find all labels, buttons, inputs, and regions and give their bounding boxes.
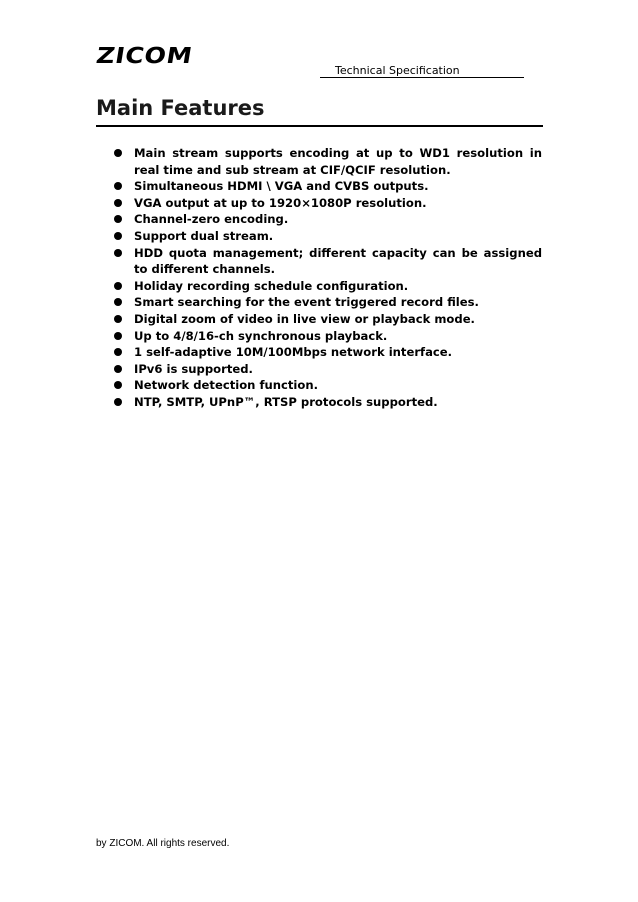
bullet-icon — [114, 182, 122, 190]
bullet-icon — [114, 315, 122, 323]
feature-item — [110, 278, 542, 295]
feature-list — [110, 145, 542, 411]
copyright-footer: by ZICOM. All rights reserved. — [96, 838, 230, 849]
bullet-icon — [114, 282, 122, 290]
zicom-logo: ZICOM — [94, 44, 195, 69]
section-divider — [96, 125, 543, 127]
feature-item — [110, 245, 542, 278]
feature-item — [110, 311, 542, 328]
bullet-icon — [114, 199, 122, 207]
feature-text: NTP, SMTP, UPnP™, RTSP protocols supported. — [134, 394, 438, 409]
bullet-icon — [114, 381, 122, 389]
feature-item — [110, 178, 542, 195]
bullet-icon — [114, 398, 122, 406]
feature-text: 1 self-adaptive 10M/100Mbps network interface. — [134, 345, 453, 360]
feature-text: Smart searching for the event triggered record files. — [134, 295, 479, 310]
feature-text: Channel-zero encoding. — [134, 212, 289, 227]
feature-item — [110, 328, 542, 345]
feature-item — [110, 377, 542, 394]
bullet-icon — [114, 232, 122, 240]
bullet-icon — [114, 298, 122, 306]
feature-text: Simultaneous HDMI \ VGA and CVBS outputs. — [134, 179, 429, 194]
bullet-icon — [114, 215, 122, 223]
feature-item — [110, 211, 542, 228]
feature-item — [110, 294, 542, 311]
feature-text: IPv6 is supported. — [134, 361, 253, 376]
feature-item — [110, 394, 542, 411]
feature-text: HDD quota management; different capacity can be assigned to different channels. — [134, 245, 542, 277]
feature-item — [110, 344, 542, 361]
bullet-icon — [114, 348, 122, 356]
feature-item — [110, 145, 542, 178]
section-title: Main Features — [96, 96, 265, 120]
feature-text: Support dual stream. — [134, 228, 274, 243]
feature-text: Main stream supports encoding at up to WD1 resolution in real time and sub stream at CIF/QCIF resolution. — [134, 146, 542, 177]
feature-item — [110, 228, 542, 245]
feature-text: VGA output at up to 1920×1080P resolution. — [134, 195, 427, 210]
bullet-icon — [114, 149, 122, 157]
feature-item — [110, 361, 542, 378]
feature-text: Network detection function. — [134, 378, 319, 393]
feature-text: Up to 4/8/16-ch synchronous playback. — [134, 328, 388, 343]
bullet-icon — [114, 249, 122, 257]
bullet-icon — [114, 365, 122, 373]
header-divider — [320, 77, 524, 78]
bullet-icon — [114, 332, 122, 340]
feature-item — [110, 195, 542, 212]
feature-text: Holiday recording schedule configuration. — [134, 278, 409, 293]
document-header-title: Technical Specification — [335, 64, 460, 77]
feature-text: Digital zoom of video in live view or playback mode. — [134, 311, 475, 326]
